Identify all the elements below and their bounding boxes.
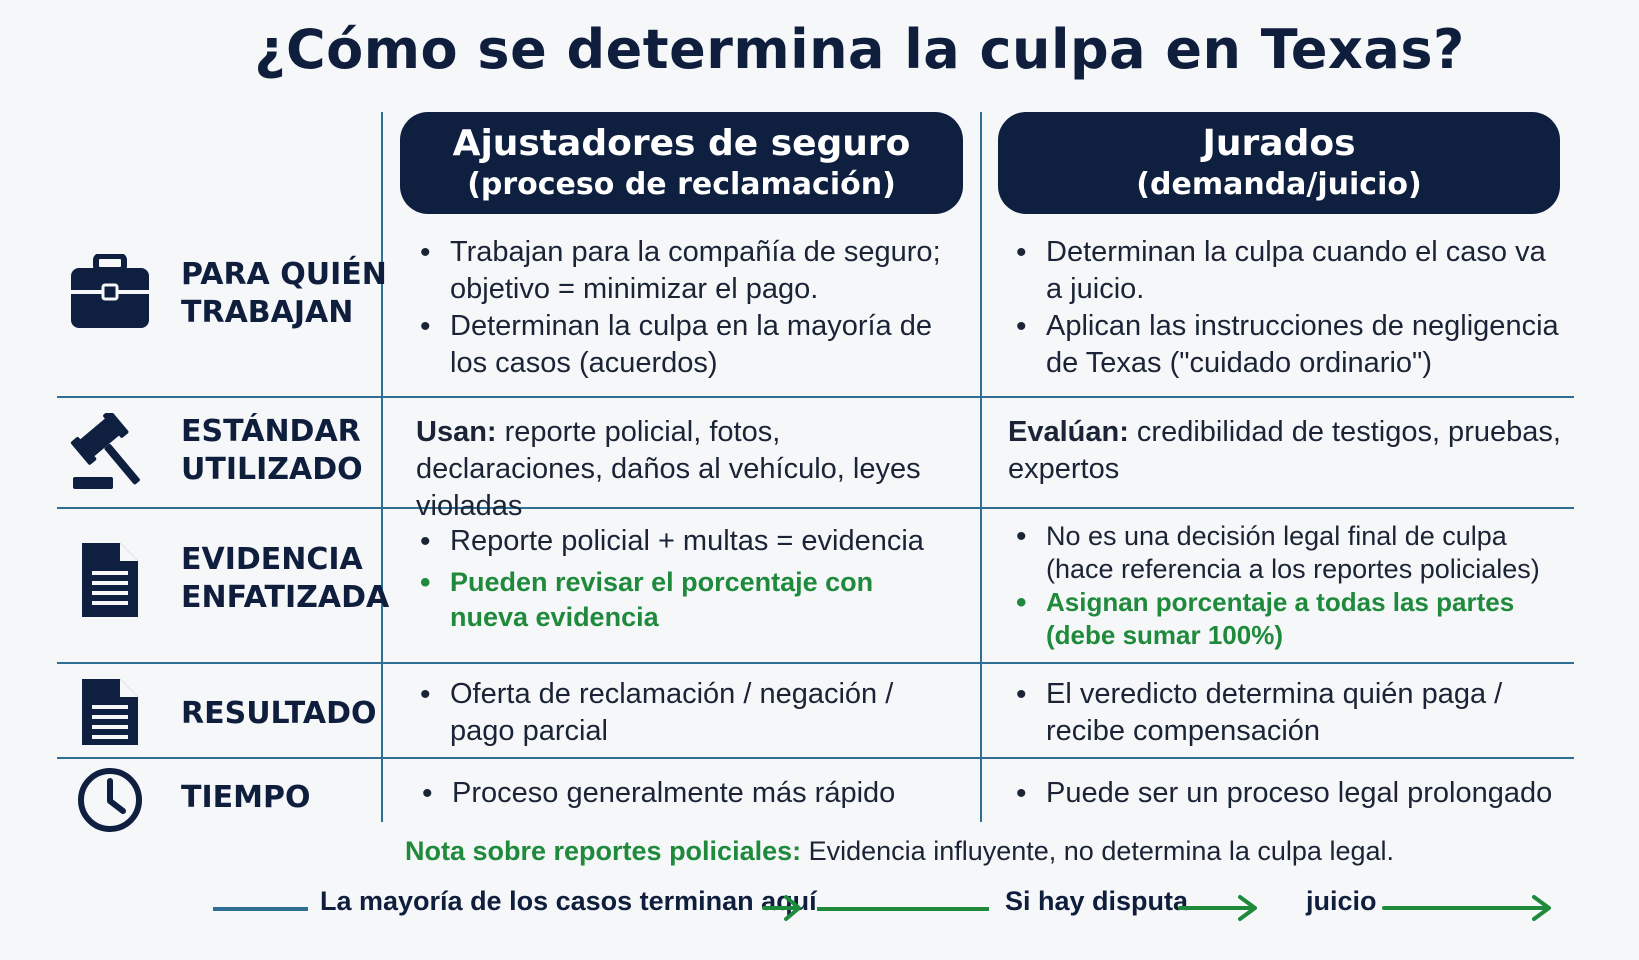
list-item: • Reporte policial + multas = evidencia (416, 524, 956, 559)
cell-insurer-tiempo (418, 775, 958, 812)
list-item: • Puede ser un proceso legal prolongado (1012, 775, 1572, 812)
row-label-line: ESTÁNDAR (181, 414, 361, 449)
row-label-line: RESULTADO (181, 696, 377, 731)
cell-jury-evidencia (1012, 520, 1572, 652)
row-label-line: ENFATIZADA (181, 580, 390, 615)
list-item-highlight: • Asignan porcentaje a todas las partes (debe sumar 100%) (1012, 586, 1572, 652)
cell-insurer-estandar (416, 414, 956, 525)
footnote (405, 836, 1394, 867)
column-title: Ajustadores de seguro (452, 123, 911, 164)
cell-jury-resultado (1012, 676, 1512, 750)
cell-insurer-para-quien (416, 234, 956, 382)
column-title: Jurados (1202, 123, 1356, 164)
row-label-para-quien (181, 256, 387, 332)
column-header-insurers (400, 112, 963, 214)
list-item: • Aplican las instrucciones de negligencia de Texas ("cuidado ordinario") (1012, 308, 1567, 382)
arrow-right-icon (1382, 893, 1552, 928)
row-label-estandar (181, 413, 363, 489)
document-icon (62, 532, 158, 628)
gavel-icon (62, 405, 158, 501)
list-item: • Determinan la culpa en la mayoría de los casos (acuerdos) (416, 308, 956, 382)
cell-lead: Evalúan: (1008, 416, 1129, 448)
cell-jury-estandar (1008, 414, 1563, 488)
column-subtitle: (proceso de reclamación) (467, 167, 896, 202)
briefcase-icon (62, 244, 158, 340)
list-item: • Trabajan para la compañía de seguro; objetivo = minimizar el pago. (416, 234, 956, 308)
row-label-line: TRABAJAN (181, 295, 354, 330)
row-label-evidencia (181, 541, 389, 617)
cell-lead: Usan: (416, 416, 497, 448)
row-divider (57, 662, 1574, 664)
flow-step-3: juicio (1306, 886, 1377, 916)
cell-jury-para-quien (1012, 234, 1567, 382)
row-divider (57, 396, 1574, 398)
cell-insurer-resultado (416, 676, 906, 750)
list-item: • Oferta de reclamación / negación / pago parcial (416, 676, 906, 750)
cell-jury-tiempo (1012, 775, 1572, 812)
column-divider (381, 112, 383, 822)
clock-icon (62, 752, 158, 848)
footnote-label: Nota sobre reportes policiales: (405, 836, 802, 866)
list-item-highlight: • Pueden revisar el porcentaje con nueva evidencia (416, 565, 956, 635)
row-label-line: EVIDENCIA (181, 542, 363, 577)
row-label-line: UTILIZADO (181, 452, 363, 487)
page-title: ¿Cómo se determina la culpa en Texas? (254, 18, 1465, 81)
column-divider (980, 112, 982, 822)
document-icon (62, 664, 158, 760)
cell-insurer-evidencia (416, 524, 956, 635)
list-item: • El veredicto determina quién paga / recibe compensación (1012, 676, 1512, 750)
arrow-right-icon (1178, 893, 1258, 928)
flow-line (213, 907, 308, 911)
row-label-line: TIEMPO (181, 780, 311, 815)
list-item: • Determinan la culpa cuando el caso va a juicio. (1012, 234, 1567, 308)
cell-text: credibilidad de testigos, pruebas, expertos (1008, 416, 1561, 485)
list-item: • Proceso generalmente más rápido (418, 775, 958, 812)
column-header-juries (998, 112, 1560, 214)
flow-step-2: Si hay disputa (1005, 886, 1189, 916)
flow-step-1: La mayoría de los casos terminan aquí (320, 886, 817, 916)
column-subtitle: (demanda/juicio) (1136, 167, 1422, 202)
row-divider (57, 757, 1574, 759)
arrow-right-icon (762, 893, 804, 928)
footnote-text: Evidencia influyente, no determina la culpa legal. (801, 836, 1394, 866)
list-item: • No es una decisión legal final de culpa (hace referencia a los reportes policiales) (1012, 520, 1572, 586)
flow-line (817, 907, 989, 911)
row-label-tiempo (181, 779, 310, 817)
row-label-line: PARA QUIÉN (181, 257, 387, 292)
row-label-resultado (181, 695, 376, 733)
cell-text: reporte policial, fotos, declaraciones, daños al vehículo, leyes violadas (416, 416, 921, 522)
